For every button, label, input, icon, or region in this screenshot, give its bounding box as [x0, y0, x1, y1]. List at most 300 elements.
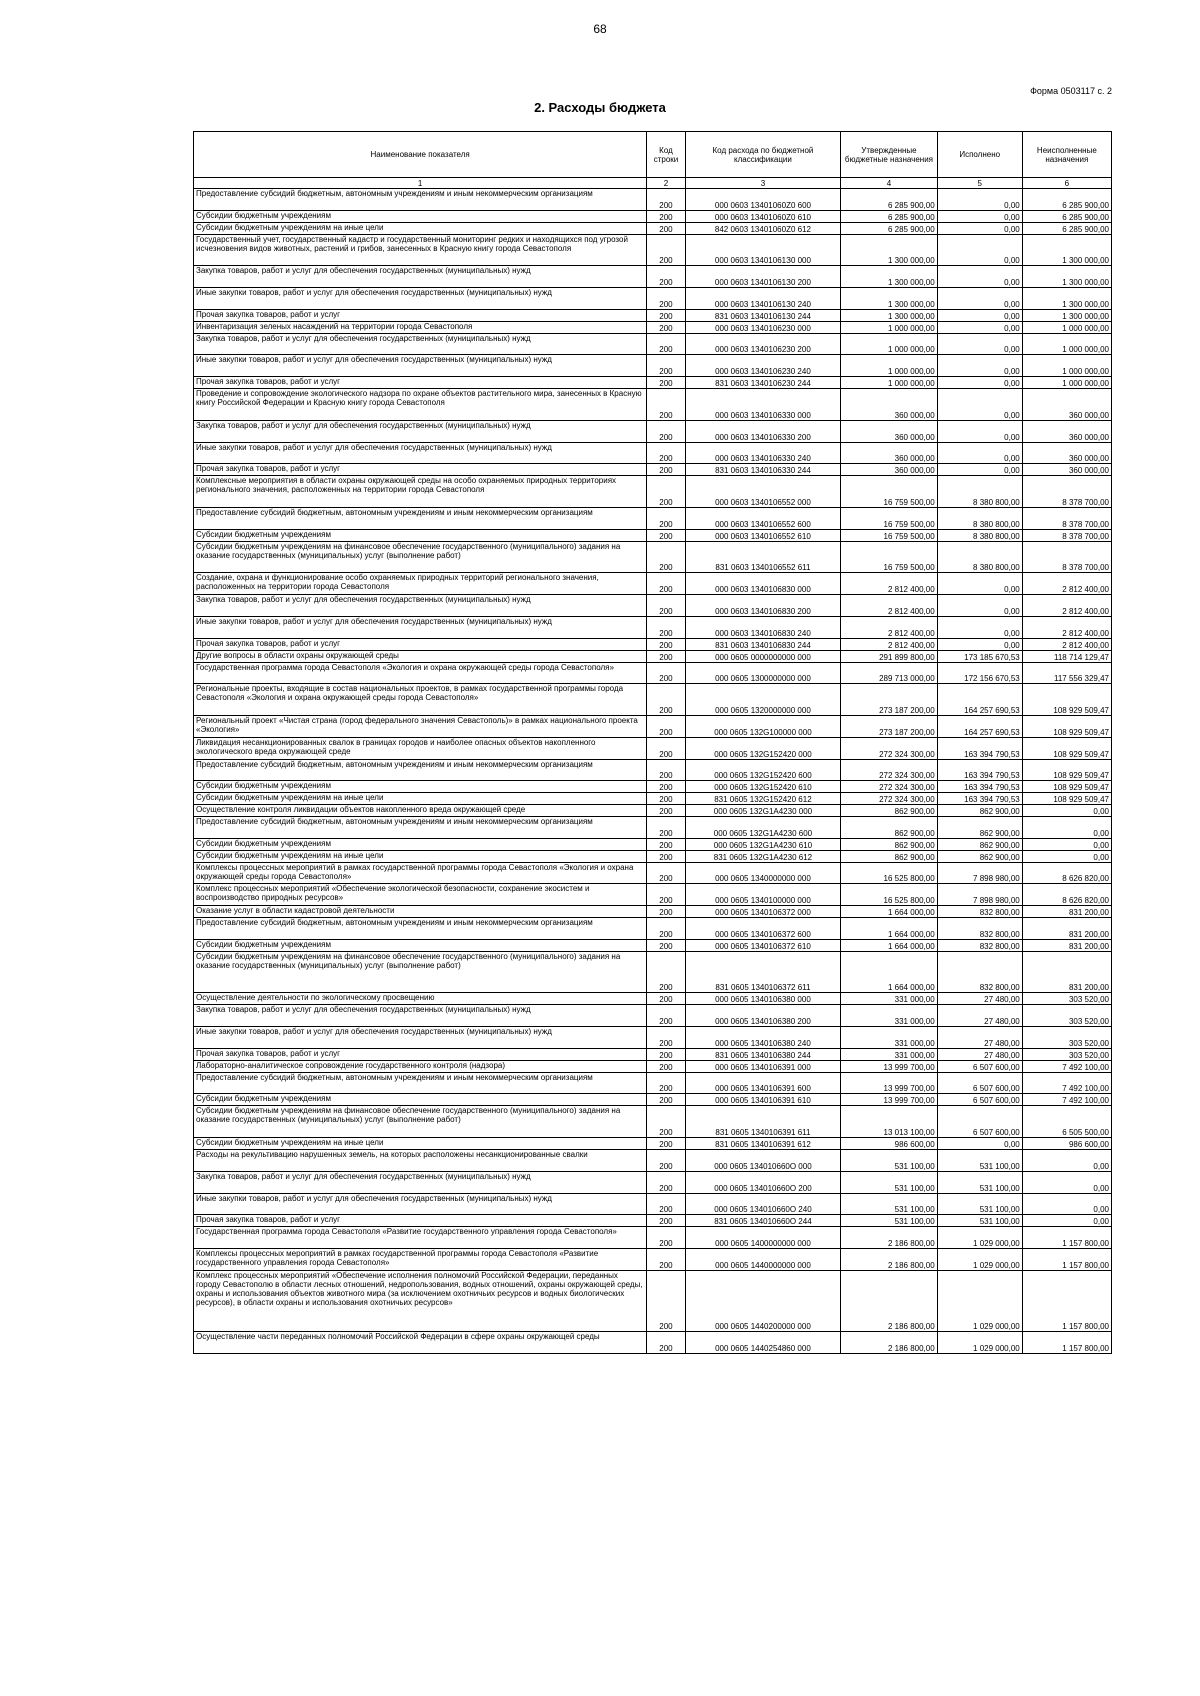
table-row	[194, 918, 1112, 940]
table-row	[194, 1171, 1112, 1193]
table-row	[194, 793, 1112, 805]
row-executed: 163 394 790,53	[937, 759, 1022, 781]
row-unexecuted: 8 378 700,00	[1022, 529, 1111, 541]
row-classification-code: 000 0603 1340106230 200	[685, 333, 841, 355]
row-name: Комплексы процессных мероприятий в рамках государственной программы города Севастополя «Развитие государственного управления города Севастополя»	[194, 1249, 647, 1271]
row-line-code: 200	[647, 288, 685, 310]
row-name: Другие вопросы в области охраны окружающей среды	[194, 650, 647, 662]
row-executed: 0,00	[937, 266, 1022, 288]
table-row	[194, 210, 1112, 222]
row-classification-code: 831 0603 1340106230 244	[685, 377, 841, 389]
row-approved: 1 300 000,00	[841, 309, 937, 321]
row-line-code: 200	[647, 1332, 685, 1354]
row-line-code: 200	[647, 234, 685, 266]
row-approved: 16 759 500,00	[841, 529, 937, 541]
header-classification: Код расхода по бюджетной классификации	[685, 132, 841, 178]
row-name: Субсидии бюджетным учреждениям на иные цели	[194, 1138, 647, 1150]
row-name: Создание, охрана и функционирование особо охраняемых природных территорий регионального значения, расположенных на территории города Севастополя	[194, 573, 647, 595]
row-executed: 27 480,00	[937, 1048, 1022, 1060]
column-number-row	[194, 178, 1112, 189]
row-classification-code: 842 0603 13401060Z0 612	[685, 222, 841, 234]
row-name: Прочая закупка товаров, работ и услуг	[194, 309, 647, 321]
table-row	[194, 355, 1112, 377]
row-unexecuted: 1 300 000,00	[1022, 288, 1111, 310]
column-number: 2	[647, 178, 685, 189]
row-approved: 13 013 100,00	[841, 1106, 937, 1138]
row-executed: 7 898 980,00	[937, 884, 1022, 906]
row-name: Предоставление субсидий бюджетным, автономным учреждениям и иным некоммерческим организациям	[194, 918, 647, 940]
row-unexecuted: 1 000 000,00	[1022, 377, 1111, 389]
row-name: Закупка товаров, работ и услуг для обеспечения государственных (муниципальных) нужд	[194, 333, 647, 355]
row-name: Прочая закупка товаров, работ и услуг	[194, 1048, 647, 1060]
row-approved: 16 525 800,00	[841, 884, 937, 906]
row-name: Субсидии бюджетным учреждениям на финансовое обеспечение государственного (муниципального) задания на оказание государственных (муниципальных) услуг (выполнение работ)	[194, 951, 647, 993]
row-name: Комплекс процессных мероприятий «Обеспечение исполнения полномочий Российской Федерации, переданных городу Севастополю в области лесных отношений, недропользования, водных отношений, охраны окружающей среды, охраны и использования объектов животного мира (за исключением охотничьих ресурсов и водных биологических ресурсов), в области охраны и использования охотничьих ресурсов»	[194, 1270, 647, 1331]
table-row	[194, 476, 1112, 508]
expenses-table	[193, 131, 1112, 1354]
row-approved: 862 900,00	[841, 838, 937, 850]
row-unexecuted: 1 157 800,00	[1022, 1227, 1111, 1249]
row-name: Закупка товаров, работ и услуг для обеспечения государственных (муниципальных) нужд	[194, 595, 647, 617]
row-classification-code: 000 0605 134010660О 000	[685, 1149, 841, 1171]
row-line-code: 200	[647, 1094, 685, 1106]
header-name: Наименование показателя	[194, 132, 647, 178]
table-row	[194, 377, 1112, 389]
row-line-code: 200	[647, 321, 685, 333]
row-classification-code: 000 0603 1340106330 000	[685, 389, 841, 421]
row-classification-code: 000 0603 1340106830 200	[685, 595, 841, 617]
row-line-code: 200	[647, 616, 685, 638]
page-title: 2. Расходы бюджета	[534, 100, 666, 115]
row-name: Закупка товаров, работ и услуг для обеспечения государственных (муниципальных) нужд	[194, 266, 647, 288]
row-name: Комплекс процессных мероприятий «Обеспечение экологической безопасности, сохранение экосистем и воспроизводство природных ресурсов»	[194, 884, 647, 906]
row-executed: 164 257 690,53	[937, 716, 1022, 738]
row-name: Предоставление субсидий бюджетным, автономным учреждениям и иным некоммерческим организациям	[194, 759, 647, 781]
table-row	[194, 662, 1112, 684]
table-row	[194, 464, 1112, 476]
row-classification-code: 000 0605 132G152420 600	[685, 759, 841, 781]
table-row	[194, 759, 1112, 781]
row-unexecuted: 360 000,00	[1022, 420, 1111, 442]
table-row	[194, 939, 1112, 951]
row-classification-code: 000 0605 1340106372 600	[685, 918, 841, 940]
row-line-code: 200	[647, 662, 685, 684]
row-name: Проведение и сопровождение экологического надзора по охране объектов растительного мира, занесенных в Красную книгу Российской Федерации и Красную книгу города Севастополя	[194, 389, 647, 421]
row-classification-code: 831 0603 1340106330 244	[685, 464, 841, 476]
row-name: Ликвидация несанкционированных свалок в границах городов и наиболее опасных объектов накопленного экологического вреда окружающей среде	[194, 737, 647, 759]
row-line-code: 200	[647, 1005, 685, 1027]
row-classification-code: 000 0605 0000000000 000	[685, 650, 841, 662]
row-name: Региональные проекты, входящие в состав национальных проектов, в рамках государственной программы города Севастополя «Экология и охрана окружающей среды города Севастополя»	[194, 684, 647, 716]
row-line-code: 200	[647, 939, 685, 951]
row-unexecuted: 303 520,00	[1022, 993, 1111, 1005]
row-name: Субсидии бюджетным учреждениям	[194, 939, 647, 951]
row-approved: 1 664 000,00	[841, 906, 937, 918]
table-row	[194, 1332, 1112, 1354]
row-classification-code: 000 0605 1340106380 000	[685, 993, 841, 1005]
row-executed: 0,00	[937, 288, 1022, 310]
row-unexecuted: 6 285 900,00	[1022, 222, 1111, 234]
row-unexecuted: 303 520,00	[1022, 1027, 1111, 1049]
row-executed: 163 394 790,53	[937, 737, 1022, 759]
row-line-code: 200	[647, 573, 685, 595]
row-line-code: 200	[647, 333, 685, 355]
table-row	[194, 1149, 1112, 1171]
row-approved: 1 000 000,00	[841, 333, 937, 355]
row-classification-code: 000 0603 1340106230 240	[685, 355, 841, 377]
table-row	[194, 1094, 1112, 1106]
row-unexecuted: 0,00	[1022, 838, 1111, 850]
table-row	[194, 716, 1112, 738]
row-classification-code: 000 0605 132G100000 000	[685, 716, 841, 738]
row-unexecuted: 1 000 000,00	[1022, 355, 1111, 377]
row-unexecuted: 1 300 000,00	[1022, 266, 1111, 288]
row-executed: 8 380 800,00	[937, 507, 1022, 529]
row-approved: 13 999 700,00	[841, 1072, 937, 1094]
row-unexecuted: 7 492 100,00	[1022, 1094, 1111, 1106]
row-executed: 1 029 000,00	[937, 1332, 1022, 1354]
row-name: Государственный учет, государственный кадастр и государственный мониторинг редких и находящихся под угрозой исчезновения видов животных, растений и грибов, занесенных в Красную книгу города Севастополя	[194, 234, 647, 266]
row-approved: 289 713 000,00	[841, 662, 937, 684]
table-row	[194, 850, 1112, 862]
table-row	[194, 862, 1112, 884]
table-row	[194, 951, 1112, 993]
row-unexecuted: 1 300 000,00	[1022, 309, 1111, 321]
row-line-code: 200	[647, 595, 685, 617]
row-line-code: 200	[647, 684, 685, 716]
row-classification-code: 000 0605 134010660О 240	[685, 1193, 841, 1215]
row-name: Прочая закупка товаров, работ и услуг	[194, 464, 647, 476]
row-executed: 8 380 800,00	[937, 541, 1022, 573]
row-approved: 1 664 000,00	[841, 918, 937, 940]
row-approved: 360 000,00	[841, 420, 937, 442]
row-name: Субсидии бюджетным учреждениям	[194, 838, 647, 850]
row-executed: 0,00	[937, 595, 1022, 617]
row-name: Региональный проект «Чистая страна (город федерального значения Севастополь)» в рамках национального проекта «Экология»	[194, 716, 647, 738]
row-classification-code: 831 0603 1340106552 611	[685, 541, 841, 573]
row-executed: 6 507 600,00	[937, 1072, 1022, 1094]
row-unexecuted: 108 929 509,47	[1022, 781, 1111, 793]
row-name: Иные закупки товаров, работ и услуг для обеспечения государственных (муниципальных) нужд	[194, 355, 647, 377]
row-executed: 163 394 790,53	[937, 793, 1022, 805]
row-classification-code: 000 0605 134010660О 200	[685, 1171, 841, 1193]
row-line-code: 200	[647, 1171, 685, 1193]
row-executed: 0,00	[937, 309, 1022, 321]
row-unexecuted: 0,00	[1022, 1215, 1111, 1227]
row-approved: 331 000,00	[841, 1048, 937, 1060]
row-approved: 862 900,00	[841, 850, 937, 862]
row-approved: 1 300 000,00	[841, 234, 937, 266]
row-line-code: 200	[647, 1270, 685, 1331]
row-approved: 1 000 000,00	[841, 377, 937, 389]
table-row	[194, 442, 1112, 464]
row-approved: 2 812 400,00	[841, 573, 937, 595]
row-name: Прочая закупка товаров, работ и услуг	[194, 638, 647, 650]
table-row	[194, 1027, 1112, 1049]
row-line-code: 200	[647, 189, 685, 211]
column-number: 6	[1022, 178, 1111, 189]
page-number: 68	[593, 22, 607, 36]
row-executed: 1 029 000,00	[937, 1249, 1022, 1271]
row-classification-code: 000 0603 1340106230 000	[685, 321, 841, 333]
table-row	[194, 638, 1112, 650]
row-classification-code: 831 0605 1340106380 244	[685, 1048, 841, 1060]
row-approved: 1 664 000,00	[841, 939, 937, 951]
row-line-code: 200	[647, 838, 685, 850]
row-classification-code: 000 0603 1340106552 600	[685, 507, 841, 529]
row-classification-code: 000 0605 1340106391 610	[685, 1094, 841, 1106]
row-executed: 8 380 800,00	[937, 476, 1022, 508]
row-approved: 1 000 000,00	[841, 321, 937, 333]
row-approved: 16 759 500,00	[841, 541, 937, 573]
row-unexecuted: 1 000 000,00	[1022, 333, 1111, 355]
table-row	[194, 234, 1112, 266]
row-line-code: 200	[647, 884, 685, 906]
row-executed: 27 480,00	[937, 1005, 1022, 1027]
row-unexecuted: 360 000,00	[1022, 389, 1111, 421]
row-name: Субсидии бюджетным учреждениям	[194, 1094, 647, 1106]
row-line-code: 200	[647, 507, 685, 529]
row-approved: 531 100,00	[841, 1215, 937, 1227]
row-unexecuted: 8 626 820,00	[1022, 884, 1111, 906]
row-approved: 331 000,00	[841, 993, 937, 1005]
row-name: Субсидии бюджетным учреждениям на иные цели	[194, 850, 647, 862]
row-approved: 273 187 200,00	[841, 684, 937, 716]
row-line-code: 200	[647, 716, 685, 738]
row-classification-code: 000 0603 13401061З0 200	[685, 266, 841, 288]
row-name: Предоставление субсидий бюджетным, автономным учреждениям и иным некоммерческим организациям	[194, 1072, 647, 1094]
row-name: Иные закупки товаров, работ и услуг для обеспечения государственных (муниципальных) нужд	[194, 442, 647, 464]
row-name: Закупка товаров, работ и услуг для обеспечения государственных (муниципальных) нужд	[194, 1005, 647, 1027]
row-executed: 0,00	[937, 464, 1022, 476]
row-approved: 1 300 000,00	[841, 288, 937, 310]
row-executed: 832 800,00	[937, 906, 1022, 918]
row-approved: 2 186 800,00	[841, 1227, 937, 1249]
row-classification-code: 831 0603 13401061З0 244	[685, 309, 841, 321]
table-row	[194, 222, 1112, 234]
row-classification-code: 000 0605 1340100000 000	[685, 884, 841, 906]
row-unexecuted: 303 520,00	[1022, 1048, 1111, 1060]
row-line-code: 200	[647, 476, 685, 508]
row-classification-code: 000 0605 132G152420 000	[685, 737, 841, 759]
row-approved: 531 100,00	[841, 1171, 937, 1193]
row-line-code: 200	[647, 389, 685, 421]
row-classification-code: 831 0605 1340106372 611	[685, 951, 841, 993]
column-number: 4	[841, 178, 937, 189]
row-unexecuted: 6 505 500,00	[1022, 1106, 1111, 1138]
row-line-code: 200	[647, 1193, 685, 1215]
row-line-code: 200	[647, 464, 685, 476]
row-unexecuted: 1 300 000,00	[1022, 234, 1111, 266]
row-approved: 291 899 800,00	[841, 650, 937, 662]
row-line-code: 200	[647, 1227, 685, 1249]
row-line-code: 200	[647, 420, 685, 442]
form-code: Форма 0503117 с. 2	[1030, 86, 1112, 96]
row-approved: 272 324 300,00	[841, 737, 937, 759]
row-executed: 531 100,00	[937, 1149, 1022, 1171]
row-unexecuted: 1 157 800,00	[1022, 1270, 1111, 1331]
row-line-code: 200	[647, 805, 685, 817]
row-name: Осуществление деятельности по экологическому просвещению	[194, 993, 647, 1005]
row-name: Осуществление части переданных полномочий Российской Федерации в сфере охраны окружающей среды	[194, 1332, 647, 1354]
table-row	[194, 1106, 1112, 1138]
table-row	[194, 321, 1112, 333]
row-classification-code: 831 0605 134010660О 244	[685, 1215, 841, 1227]
table-body	[194, 189, 1112, 1354]
row-executed: 862 900,00	[937, 817, 1022, 839]
row-executed: 0,00	[937, 234, 1022, 266]
row-unexecuted: 1 000 000,00	[1022, 321, 1111, 333]
row-executed: 0,00	[937, 377, 1022, 389]
row-classification-code: 000 0605 1400000000 000	[685, 1227, 841, 1249]
row-unexecuted: 986 600,00	[1022, 1138, 1111, 1150]
row-name: Иные закупки товаров, работ и услуг для обеспечения государственных (муниципальных) нужд	[194, 1193, 647, 1215]
row-line-code: 200	[647, 906, 685, 918]
row-classification-code: 000 0603 1340106830 240	[685, 616, 841, 638]
row-approved: 6 285 900,00	[841, 189, 937, 211]
table-row	[194, 507, 1112, 529]
row-classification-code: 000 0603 1340106552 610	[685, 529, 841, 541]
table-row	[194, 420, 1112, 442]
row-unexecuted: 8 378 700,00	[1022, 541, 1111, 573]
row-approved: 272 324 300,00	[841, 781, 937, 793]
row-executed: 0,00	[937, 573, 1022, 595]
row-line-code: 200	[647, 309, 685, 321]
table-row	[194, 1193, 1112, 1215]
row-line-code: 200	[647, 781, 685, 793]
row-name: Расходы на рекультивацию нарушенных земель, на которых расположены несанкционированные свалки	[194, 1149, 647, 1171]
expenses-table-container	[193, 131, 1112, 1354]
row-approved: 272 324 300,00	[841, 793, 937, 805]
row-line-code: 200	[647, 650, 685, 662]
column-number: 3	[685, 178, 841, 189]
row-name: Осуществление контроля ликвидации объектов накопленного вреда окружающей среде	[194, 805, 647, 817]
row-classification-code: 000 0605 1340106380 240	[685, 1027, 841, 1049]
row-classification-code: 000 0605 1340106391 600	[685, 1072, 841, 1094]
row-line-code: 200	[647, 793, 685, 805]
row-approved: 360 000,00	[841, 464, 937, 476]
row-executed: 832 800,00	[937, 951, 1022, 993]
row-executed: 8 380 800,00	[937, 529, 1022, 541]
row-name: Субсидии бюджетным учреждениям	[194, 210, 647, 222]
row-approved: 2 812 400,00	[841, 595, 937, 617]
row-name: Субсидии бюджетным учреждениям	[194, 529, 647, 541]
table-row	[194, 1005, 1112, 1027]
row-line-code: 200	[647, 759, 685, 781]
row-line-code: 200	[647, 638, 685, 650]
row-unexecuted: 108 929 509,47	[1022, 737, 1111, 759]
row-name: Закупка товаров, работ и услуг для обеспечения государственных (муниципальных) нужд	[194, 420, 647, 442]
row-classification-code: 000 0605 1340106380 200	[685, 1005, 841, 1027]
table-row	[194, 266, 1112, 288]
row-unexecuted: 831 200,00	[1022, 939, 1111, 951]
row-line-code: 200	[647, 862, 685, 884]
row-name: Комплексные мероприятия в области охраны окружающей среды на особо охраняемых природных территориях регионального значения, расположенных на территории города Севастополя	[194, 476, 647, 508]
table-row	[194, 781, 1112, 793]
row-line-code: 200	[647, 541, 685, 573]
row-approved: 531 100,00	[841, 1149, 937, 1171]
row-classification-code: 000 0603 1340106330 240	[685, 442, 841, 464]
row-approved: 6 285 900,00	[841, 222, 937, 234]
row-unexecuted: 2 812 400,00	[1022, 595, 1111, 617]
row-classification-code: 000 0603 13401060Z0 610	[685, 210, 841, 222]
row-unexecuted: 0,00	[1022, 1193, 1111, 1215]
row-unexecuted: 831 200,00	[1022, 918, 1111, 940]
row-executed: 7 898 980,00	[937, 862, 1022, 884]
row-executed: 6 507 600,00	[937, 1106, 1022, 1138]
row-executed: 862 900,00	[937, 838, 1022, 850]
table-row	[194, 1072, 1112, 1094]
row-executed: 0,00	[937, 616, 1022, 638]
row-executed: 1 029 000,00	[937, 1227, 1022, 1249]
column-number: 5	[937, 178, 1022, 189]
table-row	[194, 573, 1112, 595]
row-executed: 163 394 790,53	[937, 781, 1022, 793]
table-row	[194, 616, 1112, 638]
row-approved: 16 759 500,00	[841, 507, 937, 529]
row-executed: 0,00	[937, 1138, 1022, 1150]
row-unexecuted: 7 492 100,00	[1022, 1060, 1111, 1072]
row-line-code: 200	[647, 817, 685, 839]
row-executed: 0,00	[937, 638, 1022, 650]
row-classification-code: 831 0605 1340106391 611	[685, 1106, 841, 1138]
row-line-code: 200	[647, 1060, 685, 1072]
row-executed: 0,00	[937, 210, 1022, 222]
row-name: Прочая закупка товаров, работ и услуг	[194, 377, 647, 389]
table-row	[194, 333, 1112, 355]
table-row	[194, 650, 1112, 662]
row-approved: 2 812 400,00	[841, 616, 937, 638]
row-line-code: 200	[647, 951, 685, 993]
row-unexecuted: 0,00	[1022, 817, 1111, 839]
row-name: Субсидии бюджетным учреждениям	[194, 781, 647, 793]
row-approved: 16 759 500,00	[841, 476, 937, 508]
row-unexecuted: 8 626 820,00	[1022, 862, 1111, 884]
row-unexecuted: 0,00	[1022, 805, 1111, 817]
row-classification-code: 000 0605 1440000000 000	[685, 1249, 841, 1271]
table-row	[194, 906, 1112, 918]
table-row	[194, 684, 1112, 716]
row-approved: 6 285 900,00	[841, 210, 937, 222]
table-row	[194, 541, 1112, 573]
row-line-code: 200	[647, 737, 685, 759]
row-line-code: 200	[647, 1249, 685, 1271]
row-classification-code: 000 0605 1340000000 000	[685, 862, 841, 884]
row-unexecuted: 108 929 509,47	[1022, 684, 1111, 716]
header-unexecuted: Неисполненные назначения	[1022, 132, 1111, 178]
row-name: Государственная программа города Севастополя «Развитие государственного управления города Севастополя»	[194, 1227, 647, 1249]
row-classification-code: 000 0605 1440254860 000	[685, 1332, 841, 1354]
row-classification-code: 000 0605 132G152420 610	[685, 781, 841, 793]
table-row	[194, 1227, 1112, 1249]
row-executed: 0,00	[937, 442, 1022, 464]
row-line-code: 200	[647, 355, 685, 377]
row-name: Закупка товаров, работ и услуг для обеспечения государственных (муниципальных) нужд	[194, 1171, 647, 1193]
row-classification-code: 000 0605 132G1A4230 000	[685, 805, 841, 817]
row-name: Прочая закупка товаров, работ и услуг	[194, 1215, 647, 1227]
row-classification-code: 000 0605 132G1A4230 610	[685, 838, 841, 850]
row-name: Иные закупки товаров, работ и услуг для обеспечения государственных (муниципальных) нужд	[194, 1027, 647, 1049]
row-classification-code: 000 0605 1340106372 000	[685, 906, 841, 918]
table-row	[194, 1249, 1112, 1271]
row-line-code: 200	[647, 1027, 685, 1049]
table-row	[194, 189, 1112, 211]
row-approved: 1 664 000,00	[841, 951, 937, 993]
row-executed: 832 800,00	[937, 939, 1022, 951]
row-line-code: 200	[647, 222, 685, 234]
row-approved: 1 000 000,00	[841, 355, 937, 377]
row-name: Предоставление субсидий бюджетным, автономным учреждениям и иным некоммерческим организациям	[194, 189, 647, 211]
